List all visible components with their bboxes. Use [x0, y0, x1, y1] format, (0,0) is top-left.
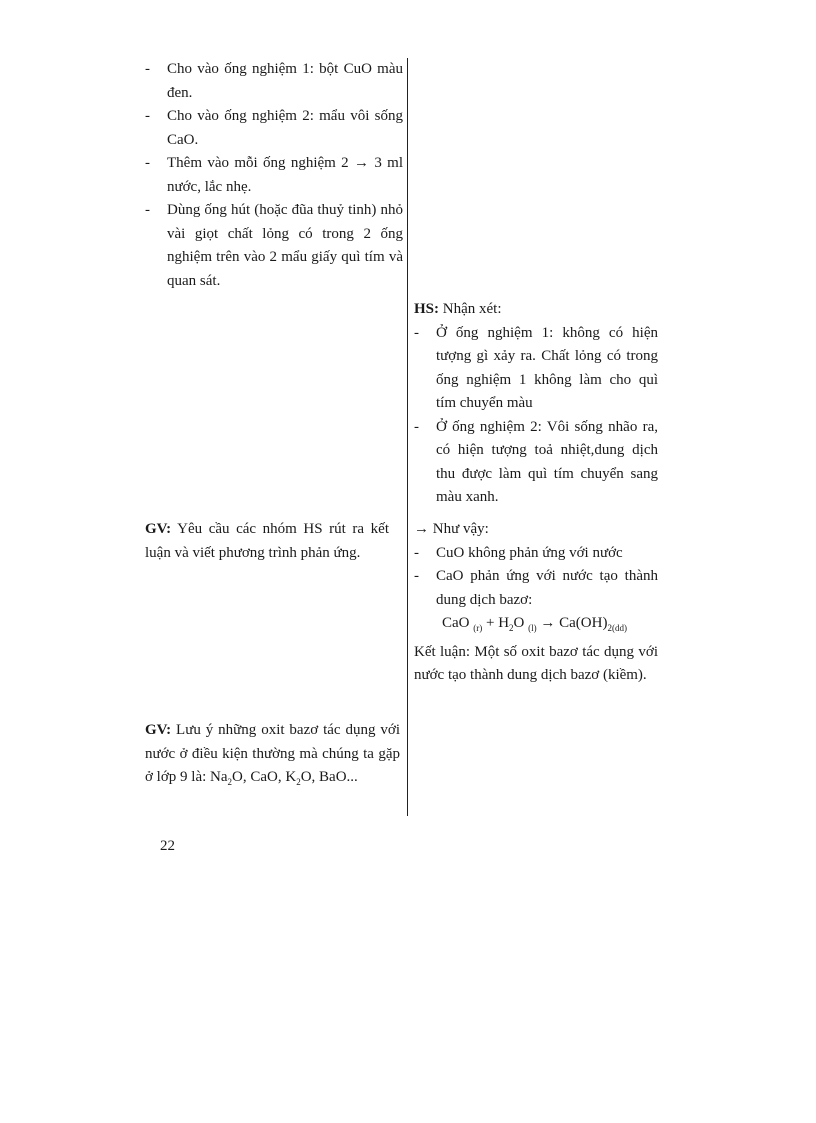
observation-text: Ở ống nghiệm 2: Vôi sống nhão ra, có hiện tượng toả nhiệt,dung dịch thu được làm quì tím chuyển sang màu xanh. — [436, 418, 658, 505]
observation-item: - Ở ống nghiệm 1: không có hiện tượng gì xảy ra. Chất lỏng có trong ống nghiệm 1 không làm cho quì tím chuyển màu — [414, 324, 658, 411]
gv-request — [145, 518, 389, 565]
step-item: - Cho vào ống nghiệm 1: bột CuO màu đen. — [145, 61, 403, 101]
conclusion-intro: → Như vậy: — [414, 521, 489, 537]
hs-observations — [414, 298, 658, 510]
step-text: Dùng ống hút (hoặc đũa thuỷ tinh) nhỏ vài giọt chất lỏng có trong 2 ống nghiệm trên vào 2 mẩu giấy quì tím và quan sát. — [167, 202, 403, 289]
oxide-text: O, BaO... — [300, 769, 358, 785]
conclusion-item: - CaO phản ứng với nước tạo thành dung dịch bazơ: — [414, 568, 658, 608]
final-conclusion: Kết luận: Một số oxit bazơ tác dụng với nước tạo thành dung dịch bazơ (kiềm). — [414, 643, 658, 683]
left-steps — [145, 58, 403, 293]
subscript: 2 — [296, 777, 301, 787]
oxide-text: Na — [210, 769, 228, 785]
conclusion-item: - CuO không phản ứng với nước — [414, 544, 623, 561]
step-item: - Dùng ống hút (hoặc đũa thuỷ tinh) nhỏ vài giọt chất lỏng có trong 2 ống nghiệm trên vào 2 mẩu giấy quì tím và quan sát. — [145, 202, 403, 289]
oxide-text: O, CaO, K — [232, 769, 297, 785]
eq-part: CaO — [442, 615, 470, 631]
conclusion-text: CuO không phản ứng với nước — [436, 544, 623, 561]
eq-part: → Ca(OH) — [536, 615, 608, 631]
gv-note-text: Lưu ý những oxit bazơ tác dụng với nước ở điều kiện thường mà chúng ta gặp ở lớp 9 là: — [145, 722, 400, 785]
conclusion-block — [414, 518, 658, 688]
page-number: 22 — [160, 838, 175, 854]
step-text: Cho vào ống nghiệm 1: bột CuO màu đen. — [167, 61, 403, 101]
observation-item: - Ở ống nghiệm 2: Vôi sống nhão ra, có hiện tượng toả nhiệt,dung dịch thu được làm quì tím chuyển sang màu xanh. — [414, 418, 658, 505]
subscript: 2 — [509, 623, 514, 633]
gv-label: GV: — [145, 722, 172, 738]
gv-label: GV: — [145, 521, 172, 537]
eq-part: + H — [482, 615, 510, 631]
chemical-equation — [414, 612, 658, 641]
subscript: 2 — [227, 777, 233, 787]
step-item: - Thêm vào mỗi ống nghiệm 2 → 3 ml nước, lắc nhẹ. — [145, 155, 403, 195]
gv-note — [145, 719, 400, 795]
step-text: Thêm vào mỗi ống nghiệm 2 → 3 ml nước, lắc nhẹ. — [167, 155, 403, 195]
subscript: 2(dd) — [607, 623, 627, 633]
hs-heading-text: Nhận xét: — [439, 301, 502, 317]
hs-heading — [414, 298, 658, 322]
step-text: Cho vào ống nghiệm 2: mẩu vôi sống CaO. — [167, 108, 403, 148]
column-divider — [407, 58, 408, 816]
conclusion-text: CaO phản ứng với nước tạo thành dung dịch bazơ: — [436, 568, 658, 608]
gv-request-text: Yêu cầu các nhóm HS rút ra kết luận và viết phương trình phản ứng. — [145, 521, 389, 561]
subscript: (r) — [473, 623, 483, 633]
hs-label: HS: — [414, 301, 440, 317]
step-item: - Cho vào ống nghiệm 2: mẩu vôi sống CaO. — [145, 108, 403, 148]
observation-text: Ở ống nghiệm 1: không có hiện tượng gì xảy ra. Chất lỏng có trong ống nghiệm 1 không làm cho quì tím chuyển màu — [436, 324, 658, 411]
eq-part: O — [513, 615, 525, 631]
subscript: (l) — [528, 623, 537, 633]
